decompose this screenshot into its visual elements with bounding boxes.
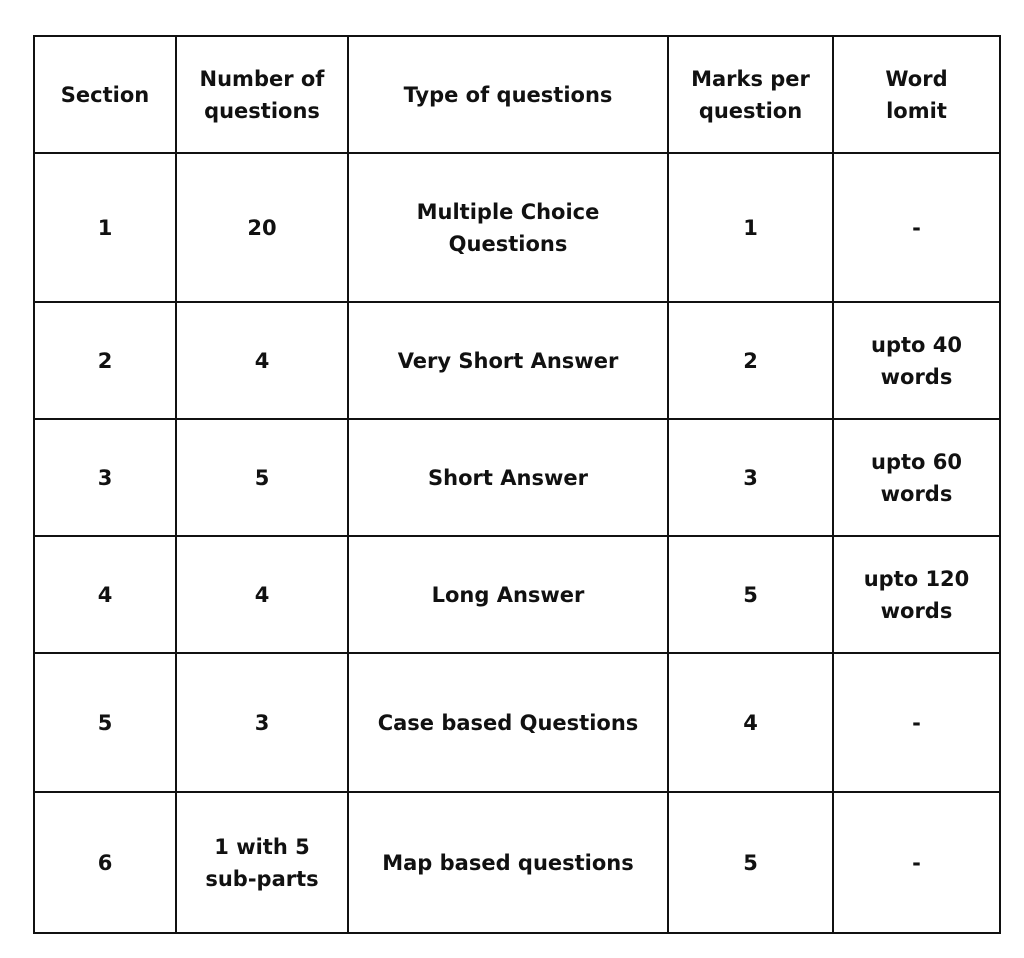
cell-marks-per-question: 4: [668, 653, 833, 792]
table-header-row: [34, 36, 1000, 153]
cell-section: 2: [34, 302, 176, 419]
cell-marks-per-question: 5: [668, 792, 833, 933]
cell-type-of-questions: Very Short Answer: [348, 302, 668, 419]
cell-number-of-questions: 4: [176, 302, 348, 419]
cell-section: 3: [34, 419, 176, 536]
exam-pattern-table: [33, 35, 1001, 934]
cell-word-limit: upto 40 words: [833, 302, 1000, 419]
header-section: Section: [34, 36, 176, 153]
cell-number-of-questions: 5: [176, 419, 348, 536]
cell-marks-per-question: 1: [668, 153, 833, 302]
header-type-of-questions: Type of questions: [348, 36, 668, 153]
table-row: [34, 419, 1000, 536]
cell-marks-per-question: 5: [668, 536, 833, 653]
cell-section: 1: [34, 153, 176, 302]
cell-type-of-questions: Map based questions: [348, 792, 668, 933]
cell-section: 6: [34, 792, 176, 933]
cell-marks-per-question: 2: [668, 302, 833, 419]
cell-number-of-questions: 1 with 5 sub-parts: [176, 792, 348, 933]
cell-type-of-questions: Short Answer: [348, 419, 668, 536]
table-row: [34, 653, 1000, 792]
cell-word-limit: -: [833, 792, 1000, 933]
cell-section: 4: [34, 536, 176, 653]
cell-word-limit: -: [833, 153, 1000, 302]
cell-word-limit: -: [833, 653, 1000, 792]
cell-number-of-questions: 3: [176, 653, 348, 792]
header-word-limit: Word lomit: [833, 36, 1000, 153]
header-marks-per-question: Marks per question: [668, 36, 833, 153]
cell-word-limit: upto 60 words: [833, 419, 1000, 536]
cell-type-of-questions: Case based Questions: [348, 653, 668, 792]
cell-type-of-questions: Multiple Choice Questions: [348, 153, 668, 302]
table-row: [34, 153, 1000, 302]
header-number-of-questions: Number of questions: [176, 36, 348, 153]
table-row: [34, 792, 1000, 933]
cell-word-limit: upto 120 words: [833, 536, 1000, 653]
cell-section: 5: [34, 653, 176, 792]
cell-type-of-questions: Long Answer: [348, 536, 668, 653]
cell-number-of-questions: 4: [176, 536, 348, 653]
table-row: [34, 302, 1000, 419]
cell-marks-per-question: 3: [668, 419, 833, 536]
table-row: [34, 536, 1000, 653]
cell-number-of-questions: 20: [176, 153, 348, 302]
